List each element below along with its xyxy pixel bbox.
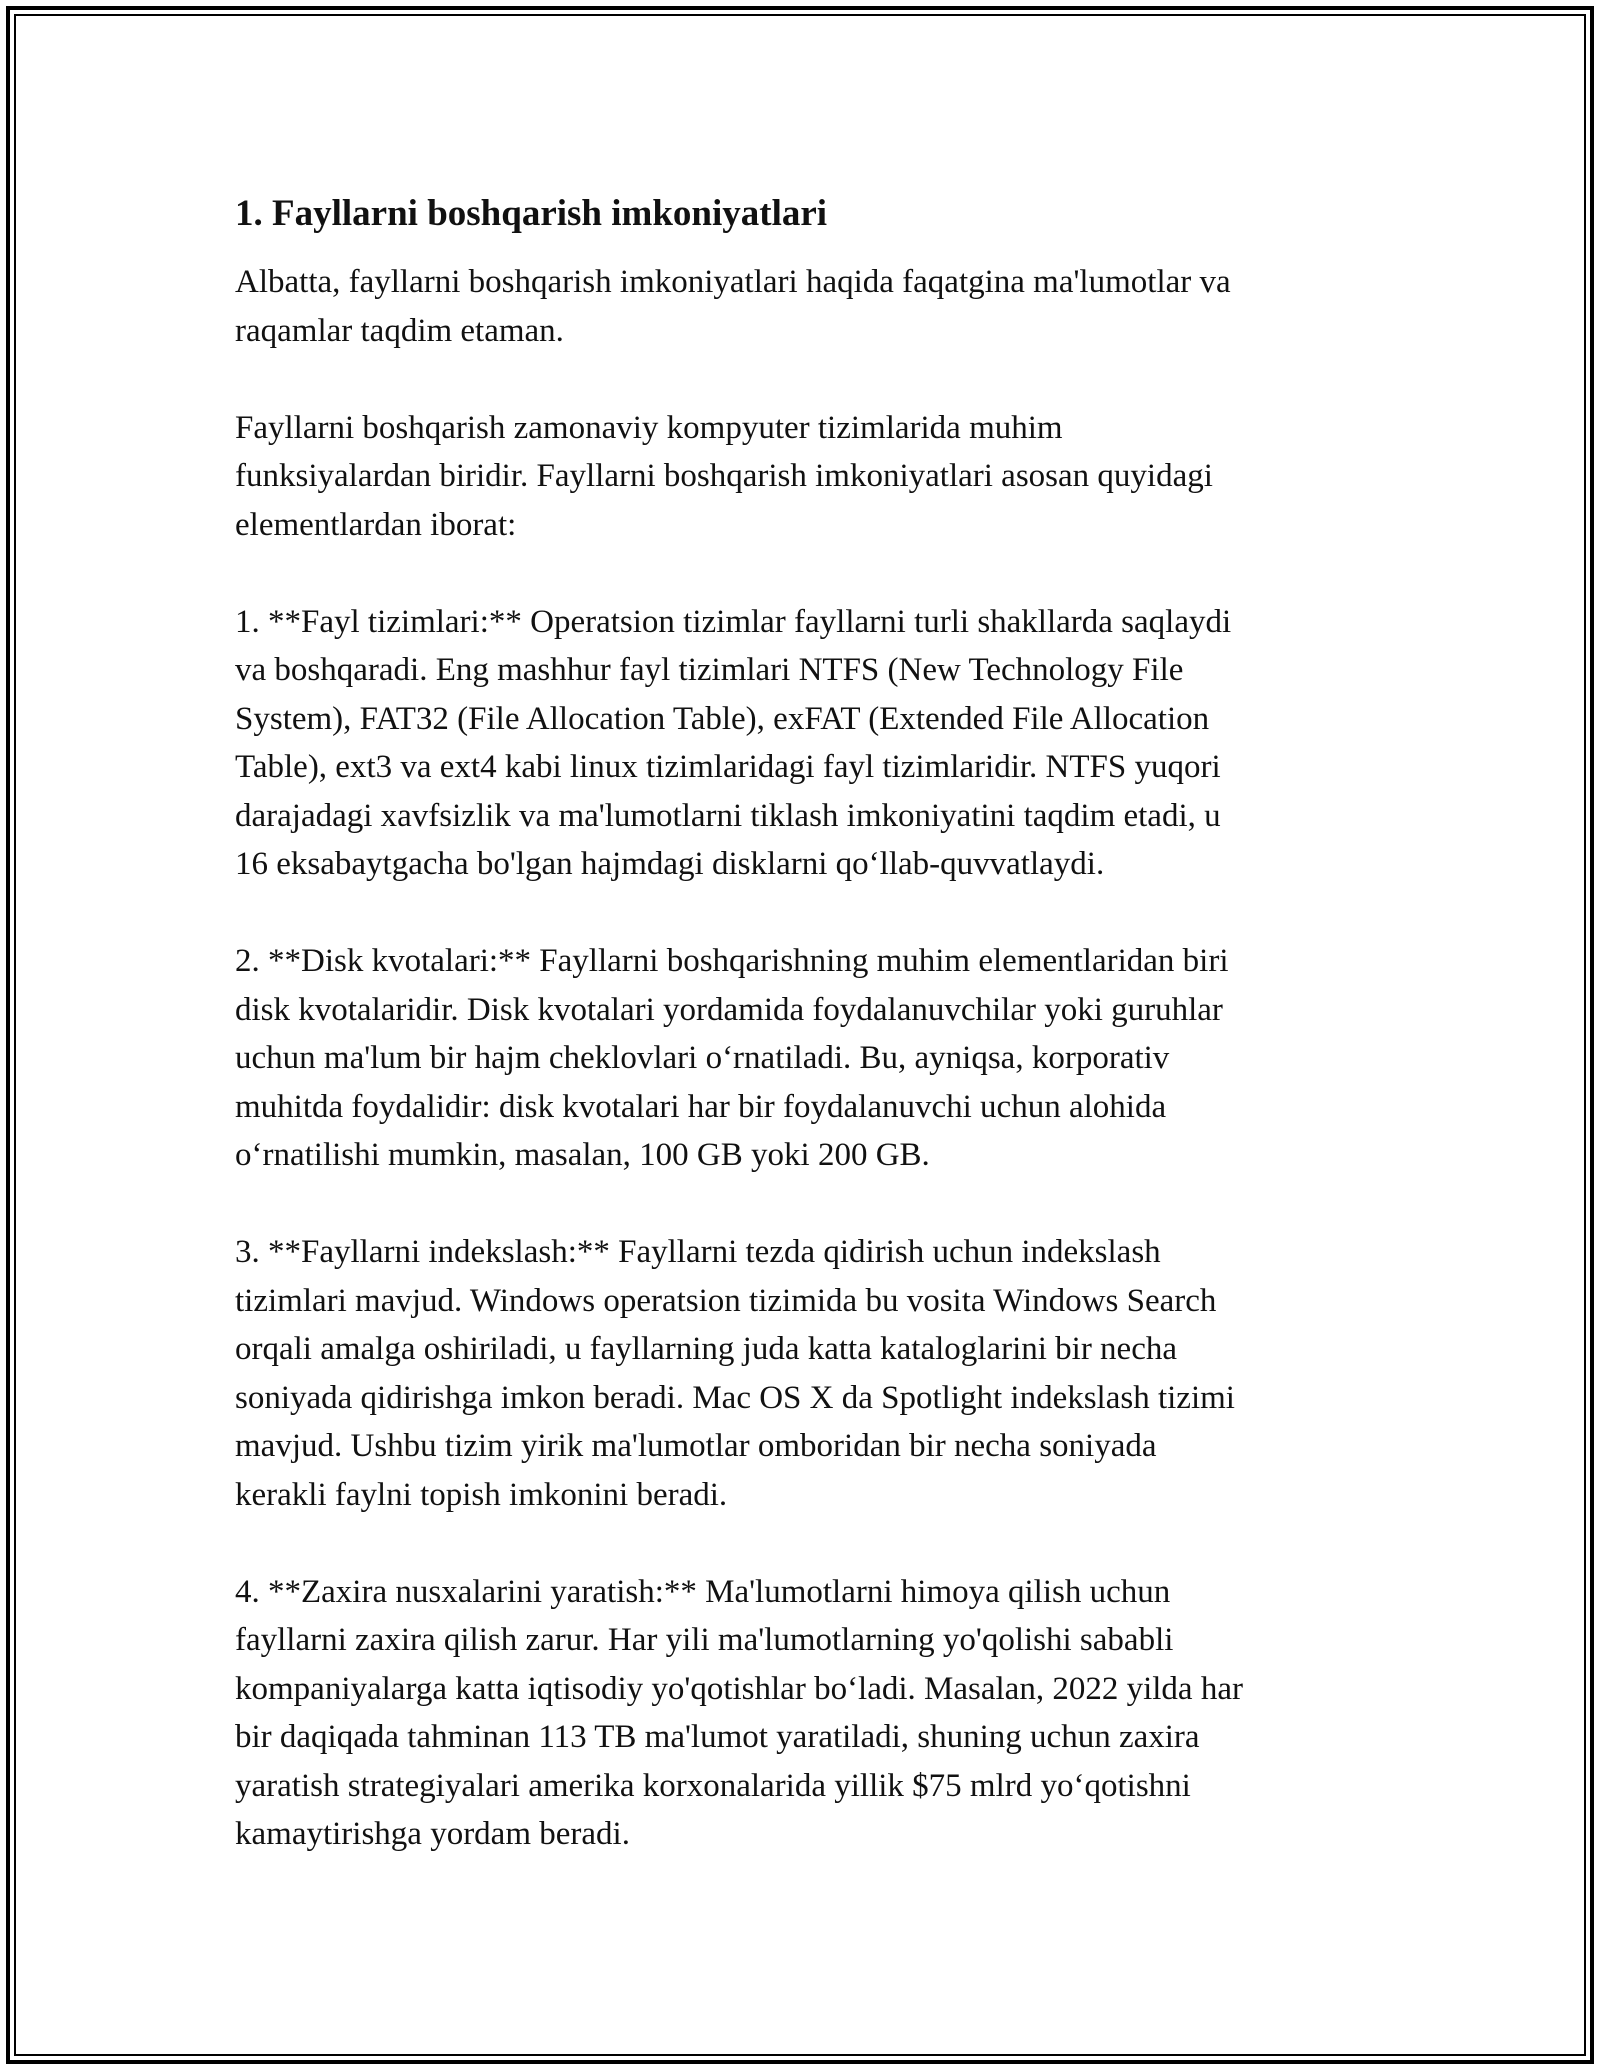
document-title: 1. Fayllarni boshqarish imkoniyatlari [235, 193, 828, 234]
document-body [235, 190, 1365, 1907]
paragraph-disk-quotas: 2. **Disk kvotalari:** Fayllarni boshqarishning muhim elementlaridan biri disk kvotalaridir. Disk kvotalari yordamida foydalanuvchilar yoki guruhlar uchun ma'lum bir hajm cheklovlari o‘rnatiladi. Bu, ayniqsa, korporativ muhitda foydalidir: disk kvotalari har bir foydalanuvchi uchun alohida o‘rnatilishi mumkin, masalan, 100 GB yoki 200 GB. [235, 943, 1229, 1173]
paragraph-file-indexing: 3. **Fayllarni indekslash:** Fayllarni tezda qidirish uchun indekslash tizimlari mavjud. Windows operatsion tizimida bu vosita Windows Search orqali amalga oshiriladi, u fayllarning juda katta kataloglarini bir necha soniyada qidirishga imkon beradi. Mac OS X da Spotlight indekslash tizimi mavjud. Ushbu tizim yirik ma'lumotlar omboridan bir necha soniyada kerakli faylni topish imkonini beradi. [235, 1234, 1235, 1513]
paragraph-backups: 4. **Zaxira nusxalarini yaratish:** Ma'lumotlarni himoya qilish uchun fayllarni zaxira qilish zarur. Har yili ma'lumotlarning yo'qolishi sababli kompaniyalarga katta iqtisodiy yo'qotishlar bo‘ladi. Masalan, 2022 yilda har bir daqiqada tahminan 113 TB ma'lumot yaratiladi, shuning uchun zaxira yaratish strategiyalari amerika korxonalarida yillik $75 mlrd yo‘qotishni kamaytirishga yordam beradi. [235, 1573, 1243, 1852]
paragraph-intro: Albatta, fayllarni boshqarish imkoniyatlari haqida faqatgina ma'lumotlar va raqamlar taqdim etaman. [235, 264, 1231, 349]
paragraph-overview: Fayllarni boshqarish zamonaviy kompyuter tizimlarida muhim funksiyalardan biridir. Fayllarni boshqarish imkoniyatlari asosan quyidagi elementlardan iborat: [235, 409, 1213, 543]
paragraph-file-systems: 1. **Fayl tizimlari:** Operatsion tizimlar fayllarni turli shakllarda saqlaydi va boshqaradi. Eng mashhur fayl tizimlari NTFS (New Technology File System), FAT32 (File Allocation Table), exFAT (Extended File Allocation Table), ext3 va ext4 kabi linux tizimlaridagi fayl tizimlaridir. NTFS yuqori darajadagi xavfsizlik va ma'lumotlarni tiklash imkoniyatini taqdim etadi, u 16 eksabaytgacha bo'lgan hajmdagi disklarni qo‘llab-quvvatlaydi. [235, 603, 1232, 882]
